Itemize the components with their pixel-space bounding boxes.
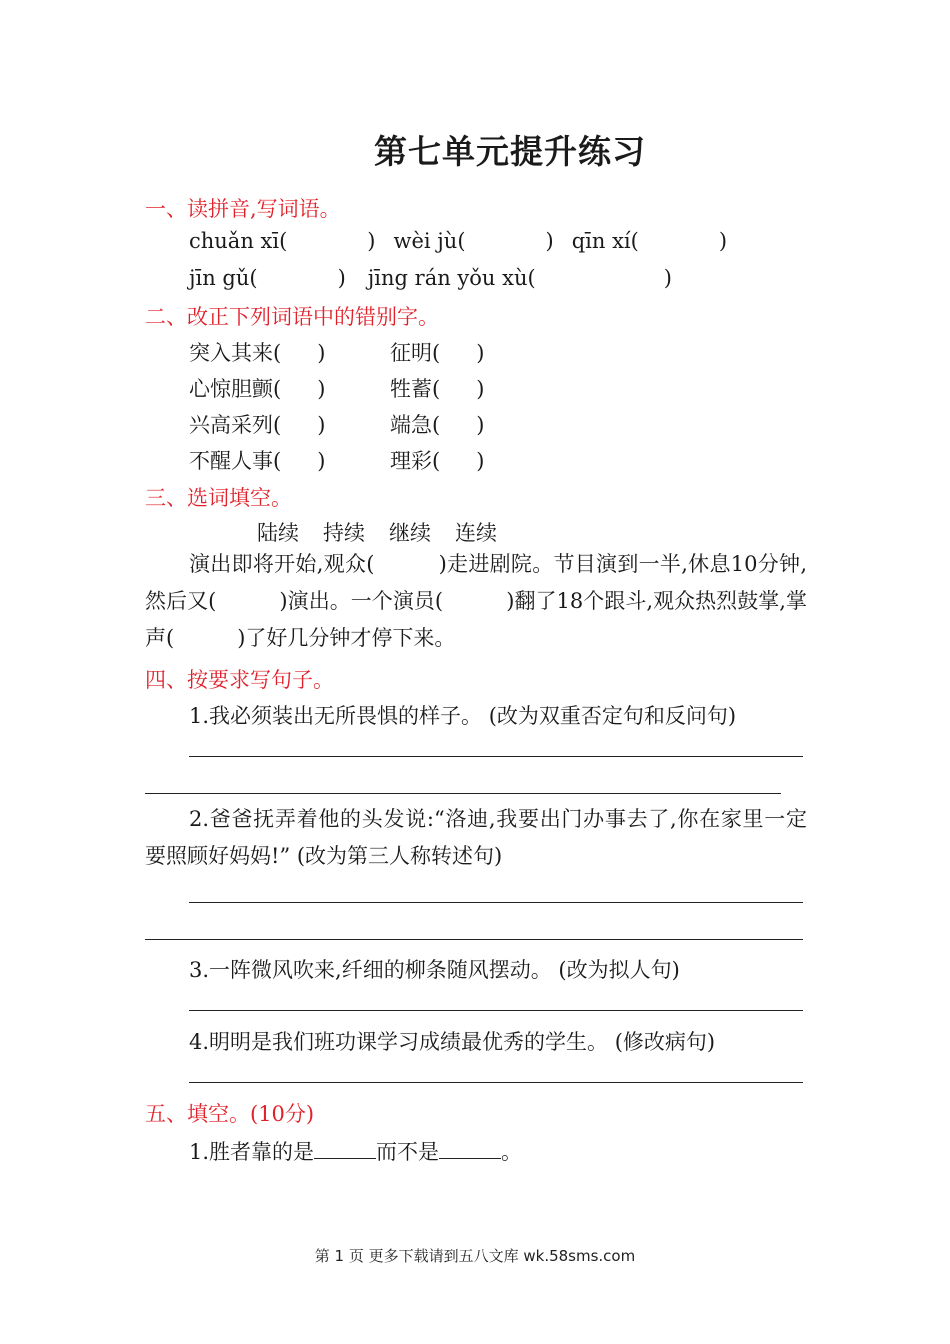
section-heading-3: 三、选词填空。 — [145, 486, 292, 510]
pinyin-item: jīn gǔ( — [189, 266, 258, 290]
page-title: 第七单元提升练习 — [374, 132, 646, 171]
word-choice: 继续 — [389, 521, 431, 545]
answer-line — [145, 939, 803, 940]
answer-line — [145, 793, 781, 794]
pinyin-item: chuǎn xī( — [189, 229, 288, 253]
section-heading-5: 五、填空。(10分) — [145, 1102, 315, 1126]
word-choice-list — [257, 517, 497, 547]
blank-line — [439, 1138, 501, 1159]
pinyin-row-1: chuǎn xī( ) wèi jù( ) qīn xí( ) — [189, 229, 728, 253]
sentence-question-1: 1.我必须装出无所畏惧的样子。 (改为双重否定句和反问句) — [189, 704, 737, 728]
blank-line — [314, 1138, 376, 1159]
typo-item: 牲蓄( ) — [390, 377, 485, 401]
pinyin-item: wèi jù( — [393, 229, 466, 253]
answer-line — [189, 1010, 803, 1011]
answer-line — [189, 902, 803, 903]
typo-item: 征明( ) — [390, 341, 485, 365]
pinyin-item: jīng rán yǒu xù( — [367, 266, 536, 290]
pinyin-row-2: jīn gǔ( ) jīng rán yǒu xù( ) — [189, 266, 672, 290]
pinyin-item: qīn xí( — [571, 229, 639, 253]
typo-item: 端急( ) — [390, 413, 485, 437]
fill-blank-question-1: 1.胜者靠的是 而不是 。 — [189, 1140, 523, 1164]
sentence-question-2: 2.爸爸抚弄着他的头发说:“洛迪,我要出门办事去了,你在家里一定要照顾好妈妈!” (改为第三人称转述句) — [145, 807, 807, 868]
typo-item: 突入其来( ) — [189, 341, 326, 365]
typo-item: 兴高采列( ) — [189, 413, 326, 437]
typo-item: 不醒人事( ) — [189, 449, 326, 473]
section-heading-1: 一、读拼音,写词语。 — [145, 197, 341, 221]
section-heading-4: 四、按要求写句子。 — [145, 668, 334, 692]
answer-line — [189, 1082, 803, 1083]
sentence-question-4: 4.明明是我们班功课学习成绩最优秀的学生。 (修改病句) — [189, 1030, 716, 1054]
sentence-question-3: 3.一阵微风吹来,纤细的柳条随风摆动。 (改为拟人句) — [189, 958, 680, 982]
typo-item: 心惊胆颤( ) — [189, 377, 326, 401]
word-choice: 连续 — [455, 521, 497, 545]
answer-line — [189, 756, 803, 757]
word-choice: 持续 — [323, 521, 365, 545]
typo-item: 理彩( ) — [390, 449, 485, 473]
fill-in-paragraph: 演出即将开始,观众( )走进剧院。节目演到一半,休息10分钟,然后又( )演出。一个演员( )翻了18个跟斗,观众热烈鼓掌,掌声( )了好几分钟才停下来。 — [145, 552, 807, 650]
section-heading-2: 二、改正下列词语中的错别字。 — [145, 305, 439, 329]
word-choice: 陆续 — [257, 521, 299, 545]
page-footer: 第 1 页 更多下载请到五八文库 wk.58sms.com — [314, 1247, 636, 1265]
